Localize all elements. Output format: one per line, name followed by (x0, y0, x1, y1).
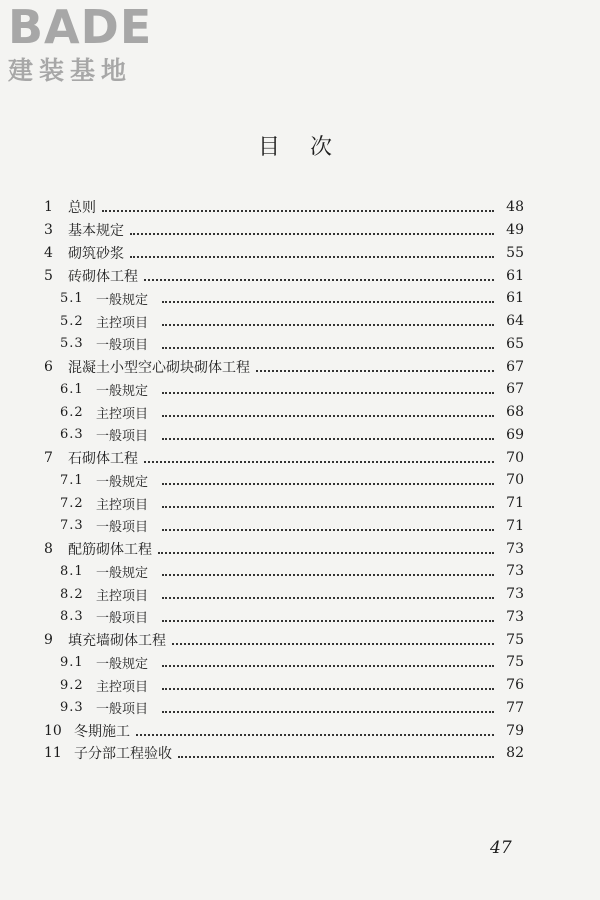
toc-entry-page: 71 (506, 495, 524, 512)
toc-entry-number: 6.2 (60, 404, 84, 420)
toc-entry-page: 69 (506, 426, 524, 443)
toc-dot-leader (172, 643, 494, 645)
toc-entry-label: 混凝土小型空心砌块砌体工程 (68, 359, 250, 376)
toc-entry-number: 8.2 (60, 586, 84, 602)
toc-entry[interactable] (44, 310, 524, 333)
toc-entry-number: 6.3 (60, 427, 84, 443)
toc-dot-leader (256, 370, 494, 372)
toc-entry-page: 79 (506, 722, 524, 739)
toc-entry[interactable] (44, 674, 524, 697)
toc-entry-number: 4 (44, 244, 53, 261)
toc-entry-number: 6.1 (60, 381, 84, 397)
toc-entry[interactable] (44, 424, 524, 447)
toc-dot-leader (158, 552, 494, 554)
toc-dot-leader (162, 347, 494, 349)
toc-entry-label: 石砌体工程 (68, 450, 138, 467)
toc-dot-leader (162, 415, 494, 417)
toc-entry-number: 7.2 (60, 495, 84, 511)
toc-entry-page: 70 (506, 449, 524, 466)
toc-entry-page: 73 (506, 586, 524, 603)
toc-entry[interactable] (44, 287, 524, 310)
toc-entry-page: 67 (506, 358, 524, 375)
toc-entry[interactable] (44, 219, 524, 242)
toc-entry-page: 75 (506, 654, 524, 671)
toc-entry[interactable] (44, 264, 524, 287)
toc-entry[interactable] (44, 628, 524, 651)
toc-entry[interactable] (44, 446, 524, 469)
toc-entry-page: 73 (506, 540, 524, 557)
toc-entry-page: 82 (506, 745, 524, 762)
page-number: 47 (490, 838, 512, 858)
toc-entry-label: 填充墙砌体工程 (68, 632, 166, 649)
toc-entry[interactable] (44, 560, 524, 583)
toc-entry-number: 5.3 (60, 336, 84, 352)
toc-entry-number: 9.1 (60, 654, 84, 670)
watermark-logo (8, 0, 178, 86)
toc-entry-label: 主控项目 (96, 406, 149, 422)
toc-entry-number: 8.1 (60, 563, 84, 579)
toc-entry-page: 68 (506, 404, 524, 421)
toc-entry-number: 5.1 (60, 290, 84, 306)
toc-dot-leader (162, 301, 494, 303)
toc-entry-page: 70 (506, 472, 524, 489)
toc-entry-label: 配筋砌体工程 (68, 541, 152, 558)
toc-dot-leader (162, 620, 494, 622)
toc-entry[interactable] (44, 378, 524, 401)
toc-entry-label: 总则 (68, 200, 96, 217)
toc-entry[interactable] (44, 401, 524, 424)
toc-entry-number: 11 (44, 745, 62, 762)
toc-entry-number: 8 (44, 540, 53, 557)
toc-entry-label: 一般规定 (96, 565, 149, 581)
toc-dot-leader (162, 574, 494, 576)
toc-entry-number: 10 (44, 722, 62, 739)
toc-dot-leader (130, 256, 494, 258)
page-title: 目次 (257, 135, 362, 160)
toc-entry[interactable] (44, 242, 524, 265)
toc-entry-page: 48 (506, 199, 524, 216)
toc-entry-page: 77 (506, 699, 524, 716)
toc-entry-number: 5.2 (60, 313, 84, 329)
toc-entry-page: 73 (506, 563, 524, 580)
toc-entry-label: 主控项目 (96, 588, 149, 604)
toc-entry-number: 9.3 (60, 700, 84, 716)
toc-entry[interactable] (44, 742, 524, 765)
toc-entry-page: 75 (506, 631, 524, 648)
toc-entry-label: 一般规定 (96, 474, 149, 490)
toc-dot-leader (130, 233, 494, 235)
table-of-contents (44, 196, 524, 765)
toc-dot-leader (162, 438, 494, 440)
toc-dot-leader (144, 279, 494, 281)
toc-entry[interactable] (44, 651, 524, 674)
toc-entry[interactable] (44, 196, 524, 219)
toc-dot-leader (162, 597, 494, 599)
toc-entry[interactable] (44, 333, 524, 356)
toc-entry-label: 砖砌体工程 (68, 268, 138, 285)
toc-dot-leader (162, 392, 494, 394)
toc-entry-page: 61 (506, 290, 524, 307)
toc-entry-label: 一般项目 (96, 338, 149, 354)
toc-dot-leader (162, 529, 494, 531)
toc-entry-label: 一般项目 (96, 520, 149, 536)
toc-dot-leader (102, 210, 494, 212)
toc-entry-page: 76 (506, 677, 524, 694)
toc-entry-label: 主控项目 (96, 497, 149, 513)
toc-dot-leader (162, 688, 494, 690)
toc-entry-label: 一般规定 (96, 656, 149, 672)
toc-entry-page: 67 (506, 381, 524, 398)
toc-entry[interactable] (44, 719, 524, 742)
toc-entry-number: 3 (44, 222, 53, 239)
toc-dot-leader (136, 734, 494, 736)
toc-entry-number: 7 (44, 449, 53, 466)
toc-entry-number: 1 (44, 199, 53, 216)
toc-dot-leader (162, 483, 494, 485)
toc-entry-page: 61 (506, 267, 524, 284)
logo-text-cn: 建装基地 (8, 56, 133, 85)
toc-dot-leader (178, 756, 494, 758)
toc-entry-page: 65 (506, 335, 524, 352)
toc-dot-leader (162, 711, 494, 713)
toc-entry[interactable] (44, 515, 524, 538)
toc-entry-label: 一般项目 (96, 611, 149, 627)
toc-entry-label: 一般规定 (96, 383, 149, 399)
toc-entry[interactable] (44, 606, 524, 629)
toc-entry-label: 主控项目 (96, 315, 149, 331)
toc-entry[interactable] (44, 583, 524, 606)
toc-entry[interactable] (44, 355, 524, 378)
toc-entry[interactable] (44, 697, 524, 720)
toc-entry-label: 冬期施工 (74, 723, 130, 740)
toc-dot-leader (162, 665, 494, 667)
logo-text-en: BADE (8, 0, 153, 54)
toc-entry-number: 7.1 (60, 472, 84, 488)
toc-entry[interactable] (44, 492, 524, 515)
toc-entry-number: 5 (44, 267, 53, 284)
toc-entry-page: 73 (506, 608, 524, 625)
toc-entry-page: 71 (506, 517, 524, 534)
toc-entry-label: 一般规定 (96, 292, 149, 308)
toc-entry-label: 子分部工程验收 (74, 746, 172, 763)
toc-entry-label: 一般项目 (96, 702, 149, 718)
toc-entry-number: 9 (44, 631, 53, 648)
toc-entry-page: 55 (506, 244, 524, 261)
toc-dot-leader (162, 324, 494, 326)
toc-entry-page: 49 (506, 222, 524, 239)
toc-entry-number: 8.3 (60, 609, 84, 625)
toc-entry-number: 9.2 (60, 677, 84, 693)
toc-entry-number: 7.3 (60, 518, 84, 534)
toc-entry-label: 砌筑砂浆 (68, 245, 124, 262)
toc-entry-label: 基本规定 (68, 223, 124, 240)
toc-entry-label: 一般项目 (96, 429, 149, 445)
toc-entry-page: 64 (506, 313, 524, 330)
toc-entry[interactable] (44, 537, 524, 560)
toc-dot-leader (144, 461, 494, 463)
toc-entry-number: 6 (44, 358, 53, 375)
toc-dot-leader (162, 506, 494, 508)
toc-entry[interactable] (44, 469, 524, 492)
toc-entry-label: 主控项目 (96, 679, 149, 695)
